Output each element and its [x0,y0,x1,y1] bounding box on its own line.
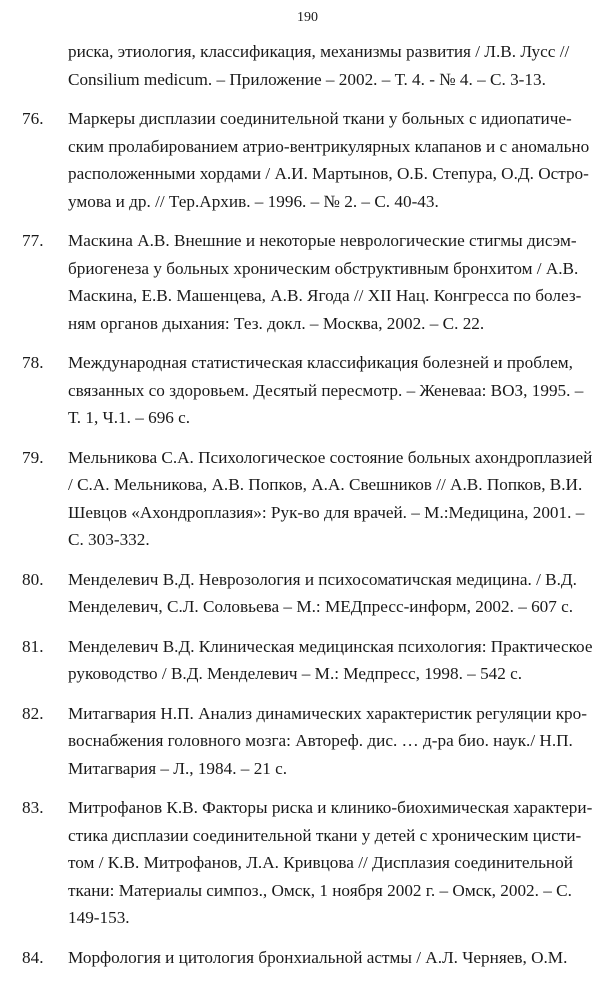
reference-text: Менделевич В.Д. Неврозология и психосоматичская медицина. / В.Д. Менделевич, С.Л. Соловьева – М.: МЕДпресс-информ, 2002. – 607 с. [68,569,577,616]
reference-item [0,633,615,688]
reference-number: 79. [22,447,44,467]
reference-number: 78. [22,353,44,372]
reference-text: Митагвария Н.П. Анализ динамических характеристик регуляции кро- воснабжения головного мозга: Автореф. дис. … д-ра био. наук./ Н.П. Митагвария – Л., 1984. – 21 с. [68,703,587,778]
reference-item [0,444,615,554]
reference-item [0,349,615,432]
reference-number: 81. [22,636,44,656]
reference-text: Маркеры дисплазии соединительной ткани у больных с идиопатиче- ским пролабированием атрио-вентрикулярных клапанов и с аномально расположенными хордами / А.И. Мартынов, О.Б. Степура, О.Д. Остро- умова и др. // Тер.Архив. – 1996. – № 2. – С. 40-43. [68,109,590,211]
reference-item [0,38,615,93]
reference-item [0,227,615,337]
reference-item [0,700,615,783]
reference-number: 83. [22,798,44,817]
reference-list [0,38,615,983]
reference-item [0,794,615,932]
reference-text: Маскина А.В. Внешние и некоторые неврологические стигмы дисэм- бриогенеза у больных хроническим обструктивным бронхитом / А.В. Маскина, Е.В. Машенцева, А.В. Ягода // XII Нац. Конгресса по болез- ням органов дыхания: Тез. докл. – Москва, 2002. – С. 22. [68,231,582,333]
reference-item [0,944,615,972]
reference-item [0,566,615,621]
reference-number: 76. [22,109,44,128]
reference-text: Международная статистическая классификация болезней и проблем, связанных со здоровьем. Десятый пересмотр. – Женеваа: ВОЗ, 1995. – Т. 1, Ч.1. – 696 с. [68,353,584,427]
reference-text: Морфология и цитология бронхиальной астмы / А.Л. Черняев, О.М. [68,947,568,967]
reference-number: 80. [22,569,44,589]
reference-text: Менделевич В.Д. Клиническая медицинская психология: Практическое руководство / В.Д. Менделевич – М.: Медпресс, 1998. – 542 с. [68,636,593,683]
reference-text: Митрофанов К.В. Факторы риска и клинико-биохимическая характери- стика дисплазии соединительной ткани у детей с хроническим цисти- том / К.В. Митрофанов, Л.А. Кривцова // Дисплазия соединительной ткани: Материалы симпоз., Омск, 1 ноября 2002 г. – Омск, 2002. – С. 149-153. [68,798,593,927]
page-number: 190 [297,10,318,25]
reference-item [0,105,615,215]
reference-number: 84. [22,947,44,967]
reference-number: 82. [22,703,44,723]
reference-number: 77. [22,231,44,250]
reference-text: риска, этиология, классификация, механизмы развития / Л.В. Лусс // Consilium medicum. – Приложение – 2002. – Т. 4. - № 4. – С. 3-13. [68,42,570,89]
reference-text: Мельникова С.А. Психологическое состояние больных ахондроплазией / С.А. Мельникова, А.В. Попков, А.А. Свешников // А.В. Попков, В.И. Шевцов «Ахондроплазия»: Рук-во для врачей. – М.:Медицина, 2001. – С. 303-332. [68,447,593,549]
